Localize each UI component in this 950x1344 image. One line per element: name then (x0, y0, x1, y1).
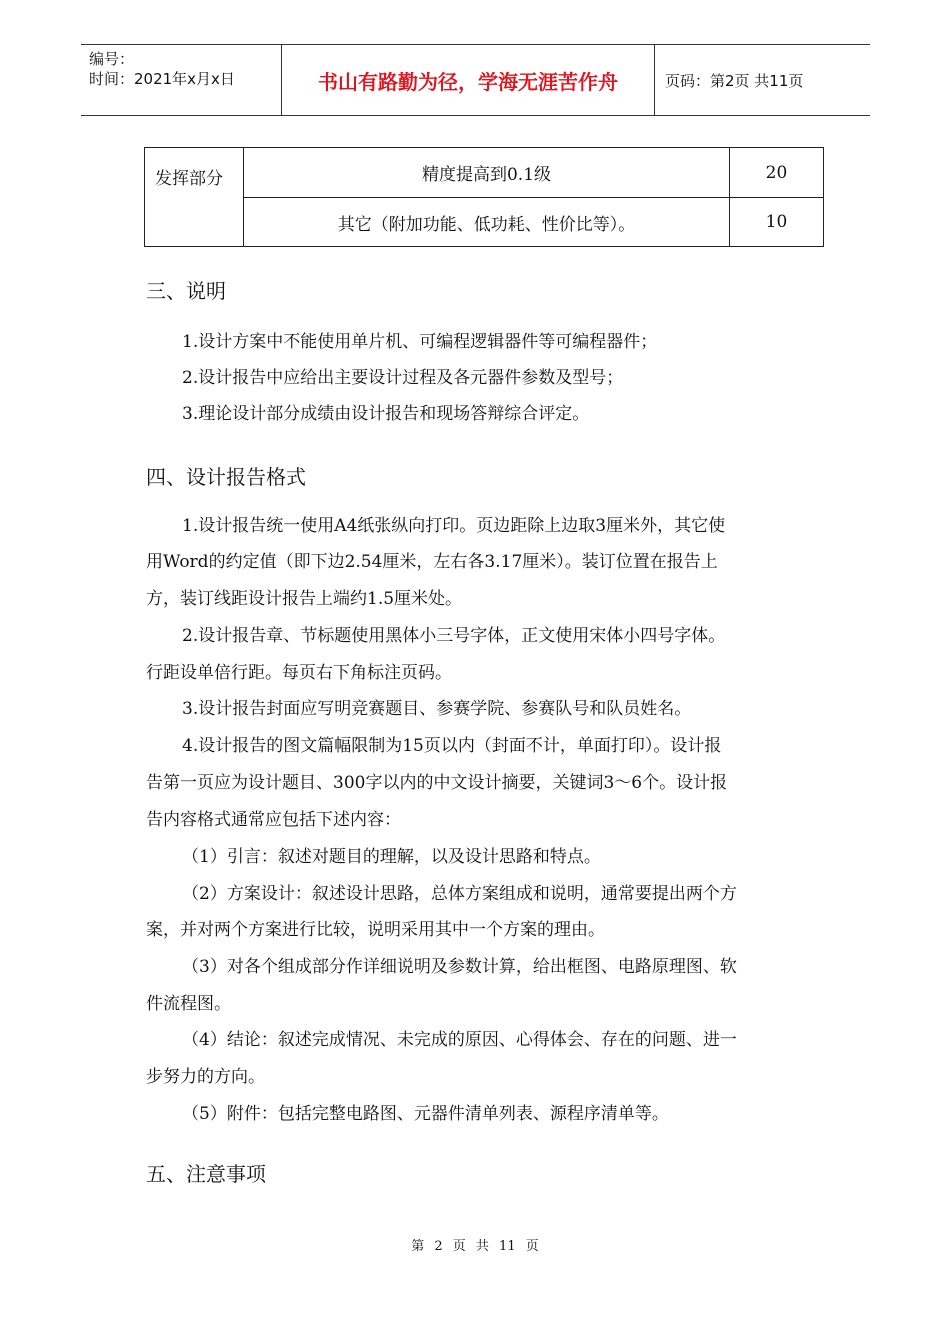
table-row-score: 10 (765, 212, 788, 232)
paragraph-line: 方，装订线距设计报告上端约1.5厘米处。 (146, 589, 463, 609)
section-heading: 五、注意事项 (146, 1162, 266, 1186)
paragraph-line: 1.设计方案中不能使用单片机、可编程逻辑器件等可编程器件； (182, 332, 658, 352)
section-heading: 四、设计报告格式 (146, 465, 306, 489)
header-time-label: 时间：2021年x月x日 (89, 70, 235, 88)
paragraph-line: 1.设计报告统一使用A4纸张纵向打印。页边距除上边取3厘米外，其它使 (182, 516, 726, 536)
paragraph-line: 3.设计报告封面应写明竞赛题目、参赛学院、参赛队号和队员姓名。 (182, 699, 692, 719)
page-footer: 第 2 页 共 11 页 (411, 1239, 539, 1254)
table-row-desc: 其它（附加功能、低功耗、性价比等）。 (337, 214, 636, 235)
paragraph-line: 2.设计报告中应给出主要设计过程及各元器件参数及型号； (182, 368, 624, 388)
section-heading: 三、说明 (146, 279, 226, 303)
paragraph-line: 告第一页应为设计题目、300字以内的中文设计摘要，关键词3～6个。设计报 (146, 773, 728, 793)
paragraph-line: 告内容格式通常应包括下述内容： (146, 810, 401, 830)
header-motto: 书山有路勤为径，学海无涯苦作舟 (318, 69, 618, 94)
header-page-info: 页码：第2页 共11页 (665, 71, 804, 90)
table-row-score: 20 (765, 162, 788, 183)
paragraph-line: （1）引言：叙述对题目的理解，以及设计思路和特点。 (182, 847, 601, 867)
header-number-label: 编号： (89, 50, 135, 68)
paragraph-line: 2.设计报告章、节标题使用黑体小三号字体，正文使用宋体小四号字体。 (182, 626, 726, 646)
paragraph-line: 案，并对两个方案进行比较，说明采用其中一个方案的理由。 (146, 920, 605, 940)
table-row-desc: 精度提高到0.1级 (421, 165, 552, 185)
paragraph-line: 3.理论设计部分成绩由设计报告和现场答辩综合评定。 (182, 404, 590, 424)
table-category: 发挥部分 (155, 169, 223, 189)
paragraph-line: （5）附件：包括完整电路图、元器件清单列表、源程序清单等。 (182, 1104, 669, 1124)
page-header (81, 44, 870, 116)
paragraph-line: （3）对各个组成部分作详细说明及参数计算，给出框图、电路原理图、软 (182, 957, 737, 977)
paragraph-line: 用Word的约定值（即下边2.54厘米，左右各3.17厘米）。装订位置在报告上 (146, 552, 718, 572)
header-meta (81, 45, 281, 115)
paragraph-line: （4）结论：叙述完成情况、未完成的原因、心得体会、存在的问题、进一 (182, 1030, 737, 1050)
paragraph-line: 4.设计报告的图文篇幅限制为15页以内（封面不计，单面打印）。设计报 (182, 736, 722, 756)
paragraph-line: 步努力的方向。 (146, 1067, 265, 1087)
paragraph-line: 行距设单倍行距。每页右下角标注页码。 (146, 663, 452, 683)
paragraph-line: 件流程图。 (146, 994, 231, 1014)
paragraph-line: （2）方案设计：叙述设计思路，总体方案组成和说明，通常要提出两个方 (182, 884, 737, 904)
score-table (144, 147, 824, 247)
